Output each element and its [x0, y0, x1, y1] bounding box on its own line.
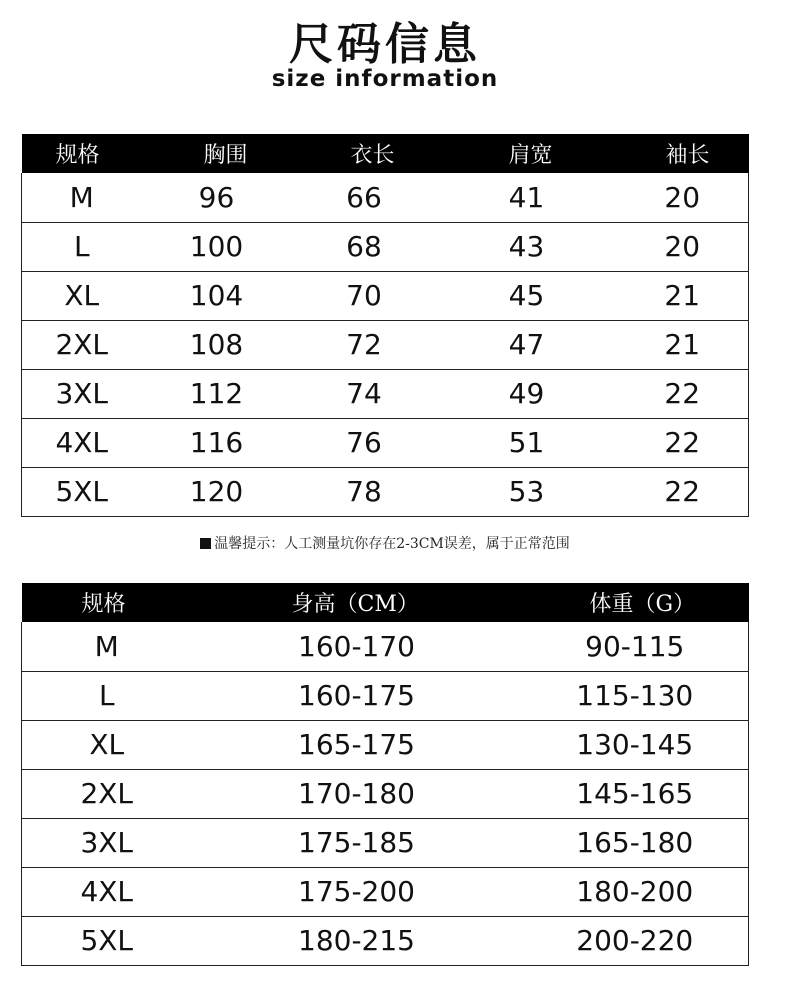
table-row — [22, 867, 749, 916]
table-cell: 78 — [292, 467, 437, 516]
table-cell: 51 — [437, 418, 617, 467]
table-row — [22, 916, 749, 965]
table-cell: 2XL — [22, 320, 142, 369]
garment-size-table — [21, 134, 749, 517]
table-cell: 130-145 — [522, 720, 749, 769]
table-cell: 96 — [142, 173, 292, 222]
table-cell: 22 — [617, 467, 749, 516]
table-row — [22, 369, 749, 418]
column-header: 身高（CM） — [192, 583, 522, 622]
table-cell: M — [22, 622, 192, 671]
table-cell: 104 — [142, 271, 292, 320]
column-header: 规格 — [22, 583, 192, 622]
table-cell: 165-175 — [192, 720, 522, 769]
table-row — [22, 418, 749, 467]
table-row — [22, 222, 749, 271]
table-row — [22, 271, 749, 320]
table-cell: 41 — [437, 173, 617, 222]
table-cell: 43 — [437, 222, 617, 271]
table-cell: XL — [22, 271, 142, 320]
table-cell: 116 — [142, 418, 292, 467]
table-cell: 120 — [142, 467, 292, 516]
table-cell: M — [22, 173, 142, 222]
table-cell: 49 — [437, 369, 617, 418]
table-cell: 5XL — [22, 467, 142, 516]
table-cell: XL — [22, 720, 192, 769]
table-cell: 108 — [142, 320, 292, 369]
table-cell: 20 — [617, 222, 749, 271]
table-cell: 115-130 — [522, 671, 749, 720]
table-cell: 2XL — [22, 769, 192, 818]
table-cell: 47 — [437, 320, 617, 369]
table-cell: 100 — [142, 222, 292, 271]
table-cell: 22 — [617, 369, 749, 418]
page-subtitle: size information — [271, 66, 499, 92]
table-cell: 21 — [617, 320, 749, 369]
column-header: 衣长 — [292, 134, 437, 173]
table-row — [22, 720, 749, 769]
measurement-note — [0, 533, 770, 553]
table-row — [22, 467, 749, 516]
column-header: 袖长 — [617, 134, 749, 173]
table-cell: L — [22, 671, 192, 720]
column-header: 规格 — [22, 134, 142, 173]
fit-guide-table — [21, 583, 749, 966]
table-cell: 200-220 — [522, 916, 749, 965]
table-cell: 3XL — [22, 818, 192, 867]
table-cell: 74 — [292, 369, 437, 418]
table-row — [22, 818, 749, 867]
table-cell: 3XL — [22, 369, 142, 418]
table-cell: 21 — [617, 271, 749, 320]
table-cell: 45 — [437, 271, 617, 320]
table-row — [22, 671, 749, 720]
table-cell: 5XL — [22, 916, 192, 965]
table-cell: 53 — [437, 467, 617, 516]
column-header: 肩宽 — [437, 134, 617, 173]
table-row — [22, 622, 749, 671]
table-cell: 20 — [617, 173, 749, 222]
table-cell: 160-175 — [192, 671, 522, 720]
table-cell: 66 — [292, 173, 437, 222]
table-cell: 68 — [292, 222, 437, 271]
table-cell: 165-180 — [522, 818, 749, 867]
table-row — [22, 769, 749, 818]
table-cell: 160-170 — [192, 622, 522, 671]
table-row — [22, 320, 749, 369]
table-cell: 22 — [617, 418, 749, 467]
page-title: 尺码信息 — [289, 19, 481, 70]
table-cell: 180-200 — [522, 867, 749, 916]
table-cell: 90-115 — [522, 622, 749, 671]
table-cell: 70 — [292, 271, 437, 320]
table-cell: 175-200 — [192, 867, 522, 916]
square-bullet-icon — [200, 538, 211, 549]
table-cell: 76 — [292, 418, 437, 467]
table-row — [22, 173, 749, 222]
table-cell: 145-165 — [522, 769, 749, 818]
column-header: 体重（G） — [522, 583, 749, 622]
table-cell: 72 — [292, 320, 437, 369]
table-header-row — [22, 583, 749, 622]
note-text: 温馨提示：人工测量坑你存在2-3CM误差，属于正常范围 — [214, 536, 570, 552]
column-header: 胸围 — [142, 134, 292, 173]
table-cell: 4XL — [22, 418, 142, 467]
table-cell: 180-215 — [192, 916, 522, 965]
table-cell: 175-185 — [192, 818, 522, 867]
table-cell: 170-180 — [192, 769, 522, 818]
table-cell: 112 — [142, 369, 292, 418]
table-cell: 4XL — [22, 867, 192, 916]
table-cell: L — [22, 222, 142, 271]
table-header-row — [22, 134, 749, 173]
